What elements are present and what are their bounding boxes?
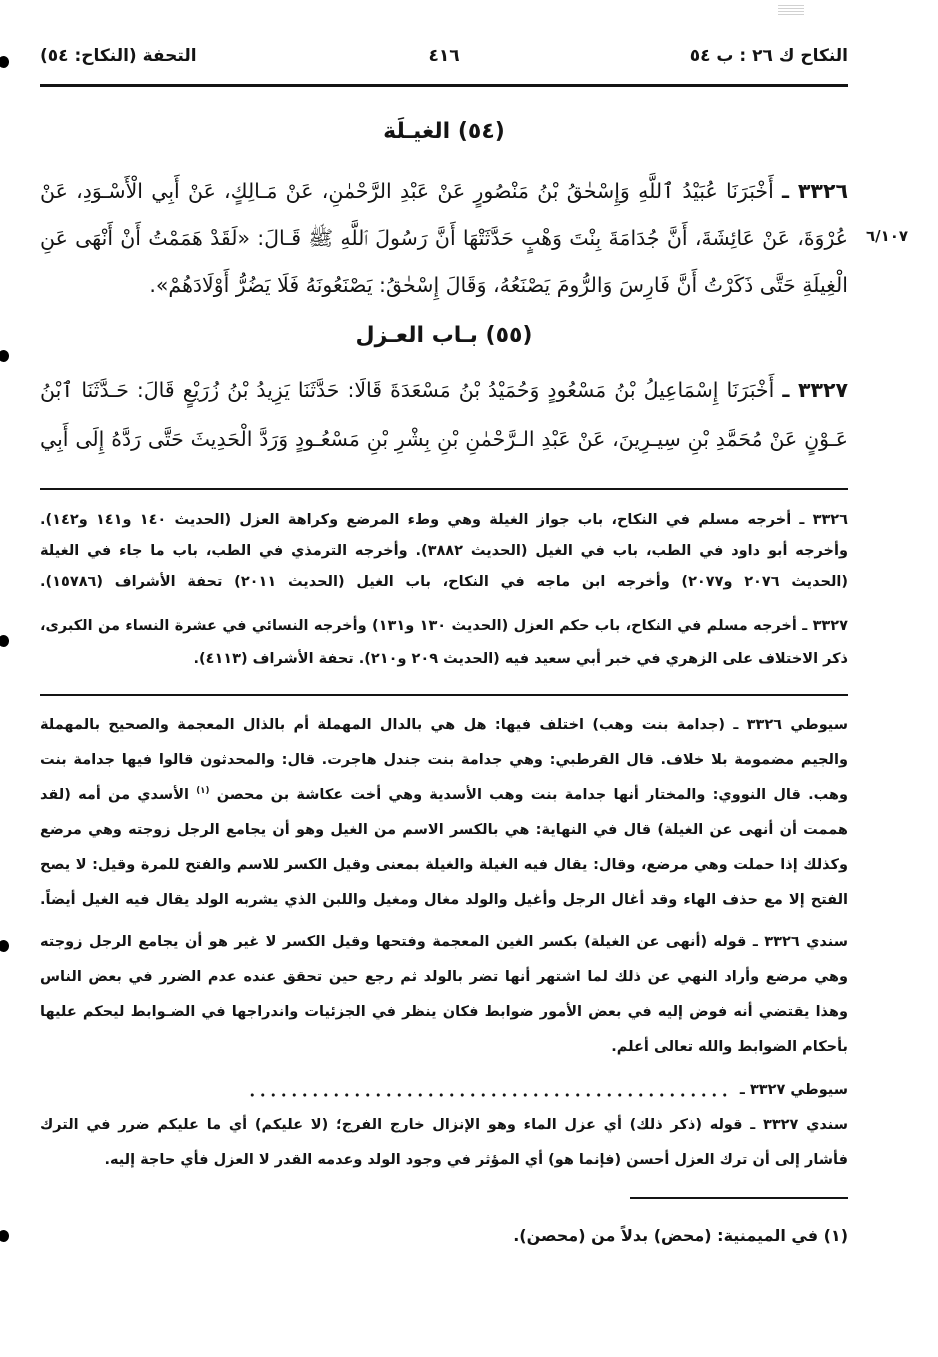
hadith-line: عُرْوَةَ، عَنْ عَائِشَةَ، أَنَّ جُدَامَةَ بِنْتَ وَهْبٍ حَدَّثَتْهَا أَنَّ رَسُولَ ٱللَّهِ ﷺ قَـالَ: «لَقَدْ هَمَمْتُ أَنْ أَنْهَى عَنِ [40, 226, 848, 250]
commentary-label: سندي ٣٣٢٧ ـ [750, 1117, 848, 1133]
editorial-footnote: (١) في الميمنية: (محض) بدلاً من (محصن). [513, 1226, 848, 1245]
commentary-line: الفتح إلا مع حذف الهاء وقد أغال الرجل وأغيل والولد مغال ومغيل واللبن الذي يشربه الولد يقال فيه الغيل أيضاً. [40, 892, 848, 908]
scan-smudge [778, 5, 804, 15]
commentary-text: (جدامة بنت وهب) اختلف فيها: هل هي بالدال المهملة أم بالذال المعجمة والصحيح بالمهملة [40, 717, 725, 733]
text-footnote-divider [40, 488, 848, 490]
commentary-suyuti-3326 [40, 708, 848, 918]
scan-mark [0, 1230, 9, 1242]
takhrij-text: أخرجه مسلم في النكاح، باب حكم العزل (الحديث ١٣٠ و١٣١) وأخرجه النسائي في عشرة النساء من الكبرى، [40, 618, 797, 634]
footnote-marker: (١) [196, 786, 210, 797]
takhrij-line [40, 610, 848, 643]
commentary-line: وكذلك إذا حملت وهي مرضع، وقال: يقال فيه الغيلة والغيلة بمعنى وقيل الكسر للاسم والفتح للمرة وقيل: لا يصح [40, 857, 848, 873]
hadith-line [40, 168, 848, 215]
commentary-line: هممت أن أنهى عن الغيلة) قال في النهاية: هي بالكسر الاسم من الغيل وهو أن يجامع الرجل زوجته وهي مرضع [40, 822, 848, 838]
commentary-text: قوله (ذكر ذلك) أي عزل الماء وهو الإنزال خارج الفرج؛ (لا عليكم) أي ما عليكم ضرر في الترك [40, 1117, 743, 1133]
commentary-line [40, 1108, 848, 1143]
commentary-line [40, 778, 848, 813]
commentary-line: فأشار إلى أن ترك العزل أحسن (فإنما هو) أي المؤثر في وجود الولد وعدمه القدر لا العزل فأي حاجة إليه. [104, 1152, 848, 1168]
hadith-3327 [40, 366, 848, 464]
takhrij-3326 [40, 505, 848, 598]
commentary-divider [40, 694, 848, 696]
chapter-55-title: (٥٥) بـاب العـزل [355, 323, 533, 348]
scan-mark [0, 940, 9, 952]
takhrij-3327 [40, 610, 848, 676]
hadith-text: أَخْبَرَنَا إِسْمَاعِيلُ بْنُ مَسْعُودٍ وَحُمَيْدُ بْنُ مَسْعَدَةَ قَالَا: حَدَّثَنَا يَزِيدُ بْنُ زُرَيْعٍ قَالَ: حَـدَّثَنَا ٱبْنُ [40, 378, 775, 402]
commentary-line: بأحكام الضوابط والله تعالى أعلم. [611, 1039, 848, 1055]
commentary-text: قوله (أنهى عن الغيلة) بكسر الغين المعجمة وفتحها وقيل الكسر لا غير هو أن يجامع الرجل زوجته [40, 934, 747, 950]
footnote-rule [630, 1197, 848, 1199]
takhrij-line [40, 505, 848, 536]
margin-reference: ٦/١٠٧ [865, 227, 909, 245]
hadith-line: عَـوْنٍ عَنْ مُحَمَّدِ بْنِ سِيـرِينَ، عَنْ عَبْدِ الـرَّحْمٰنِ بْنِ بِشْرِ بْنِ مَسْعُـودٍ وَرَدَّ الْحَدِيثَ حَتَّى رَدَّهُ إِلَى أَبِي [40, 427, 848, 451]
takhrij-line: وأخرجه أبو داود في الطب، باب في الغيل (الحديث ٣٨٨٢). وأخرجه الترمذي في الطب، باب ما جاء في الغيلة [40, 543, 848, 559]
commentary-label: سيوطي ٣٣٢٧ ـ [739, 1082, 848, 1098]
tuhfa-reference: التحفة (النكاح: ٥٤) [40, 46, 197, 66]
takhrij-number: ٣٣٢٧ ـ [802, 618, 848, 634]
takhrij-number: ٣٣٢٦ ـ [799, 512, 849, 528]
commentary-text: وهب. قال النووي: والمختار أنها جدامة بنت وهب الأسدية وهي أخت عكاشة بن محصن [216, 787, 848, 803]
dotted-leader [247, 1092, 732, 1098]
commentary-sindi-3327 [40, 1108, 848, 1178]
takhrij-line: ذكر الاختلاف على الزهري في خبر أبي سعيد فيه (الحديث ٢٠٩ و٢١٠). تحفة الأشراف (٤١١٣). [193, 651, 848, 667]
commentary-sindi-3326 [40, 925, 848, 1065]
chapter-54-title: (٥٤) الغيـلَة [383, 119, 505, 144]
hadith-line: الْغِيلَةِ حَتَّى ذَكَرْتُ أَنَّ فَارِسَ وَالرُّومَ يَصْنَعُهُ، وَقَالَ إِسْحٰقُ: يَصْنَعُونَهُ فَلَا يَضُرُّ أَوْلَادَهُمْ». [149, 273, 848, 297]
commentary-line: وهي مرضع وأراد النهي عن ذلك لما اشتهر أنها تضر بالولد ثم رجع حين تحقق عنده عدم الضرر في بعض الناس [40, 969, 848, 985]
hadith-line [40, 366, 848, 415]
commentary-line [40, 925, 848, 960]
hadith-3326 [40, 168, 848, 309]
commentary-suyuti-3327 [40, 1073, 848, 1108]
chapter-reference: النكاح ك ٢٦ : ب ٥٤ [689, 46, 848, 66]
header-rule [40, 84, 848, 87]
scan-mark [0, 635, 9, 647]
takhrij-line: (الحديث ٢٠٧٦ و٢٠٧٧) وأخرجه ابن ماجه في النكاح، باب الغيل (الحديث ٢٠١١) تحفة الأشراف (١٥٧٨٦). [40, 574, 848, 590]
commentary-line [40, 1073, 848, 1108]
commentary-label: سيوطي ٣٣٢٦ ـ [733, 717, 848, 733]
commentary-line: والجيم مضمومة بلا خلاف. قال القرطبي: وهي جدامة بنت جندل هاجرت. قال: والمحدثون قالوا فيها جدامة بنت [40, 752, 848, 768]
hadith-number: ٣٣٢٦ ـ [782, 179, 848, 203]
scan-mark [0, 56, 9, 68]
hadith-text: أَخْبَرَنَا عُبَيْدُ ٱللَّهِ وَإِسْحٰقُ بْنُ مَنْصُورٍ عَنْ عَبْدِ الرَّحْمٰنِ، عَنْ مَـالِكٍ، عَنْ أَبِي الْأَسْـوَدِ، عَنْ [40, 179, 774, 203]
takhrij-text: أخرجه مسلم في النكاح، باب جواز الغيلة وهي وطء المرضع وكراهة العزل (الحديث ١٤٠ و١٤١ و١٤٢). [40, 512, 792, 528]
scan-mark [0, 350, 9, 362]
hadith-number: ٣٣٢٧ ـ [782, 378, 848, 402]
running-head [40, 40, 848, 72]
commentary-text: الأسدي من أمه (لقد [40, 787, 189, 803]
commentary-line: وهذا يقتضي أنه فوض إليه في بعض الأمور ضوابط فكان ينظر في الجزئيات واندراجها في الضـوابط ليحكم عليها [40, 1004, 848, 1020]
page-number: ٤١٦ [428, 46, 460, 66]
commentary-label: سندي ٣٣٢٦ ـ [752, 934, 848, 950]
commentary-line [40, 708, 848, 743]
